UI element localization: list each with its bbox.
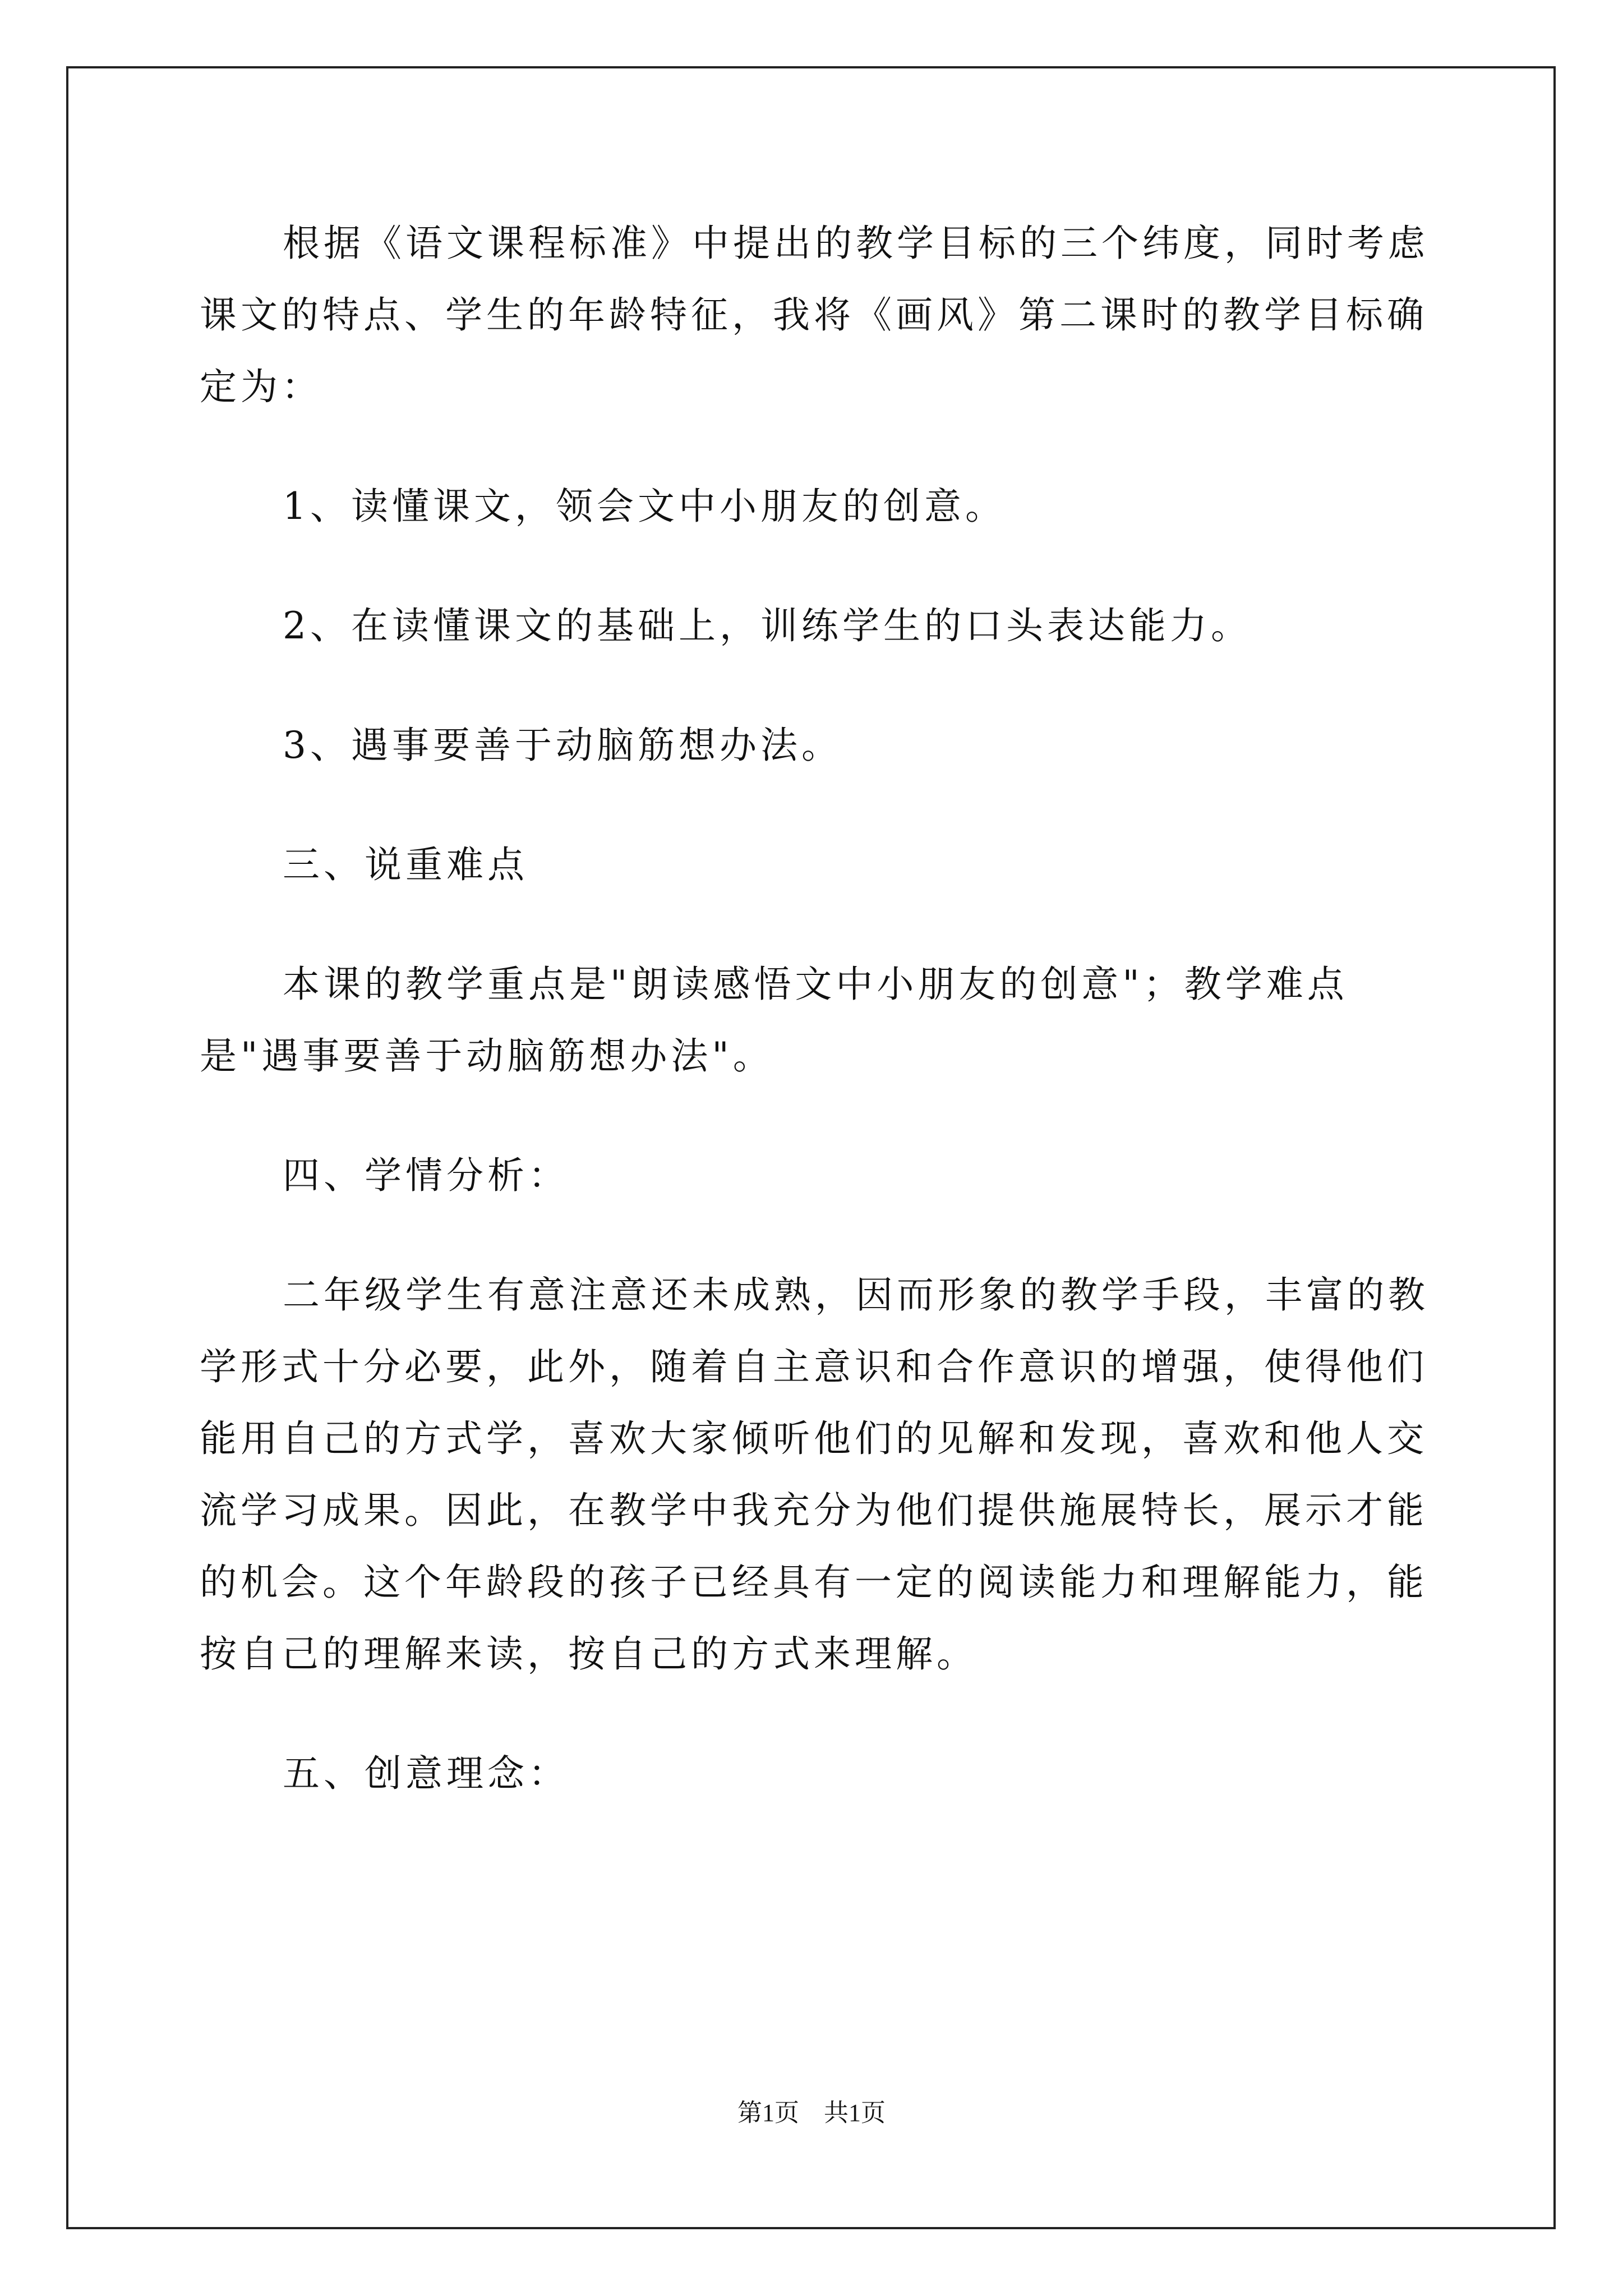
section-heading-student-analysis: 四、学情分析： <box>283 1154 569 1197</box>
paragraph-objective-1: 1、读懂课文，领会文中小朋友的创意。 <box>283 485 1006 528</box>
document-body <box>200 208 1429 1857</box>
section-heading-creative-concept: 五、创意理念： <box>283 1752 569 1795</box>
paragraph-key-points: 本课的教学重点是"朗读感悟文中小朋友的创意"；教学难点是"遇事要善于动脑筋想办法"。 <box>200 963 1348 1078</box>
page-number-footer: 第1页 共1页 <box>737 2099 886 2127</box>
paragraph-objective-3: 3、遇事要善于动脑筋想办法。 <box>283 724 842 767</box>
section-heading-key-points: 三、说重难点 <box>283 843 528 886</box>
paragraph-objectives-intro: 根据《语文课程标准》中提出的教学目标的三个纬度，同时考虑课文的特点、学生的年龄特征，我将《画风》第二课时的教学目标确定为： <box>200 222 1429 408</box>
paragraph-student-analysis: 二年级学生有意注意还未成熟，因而形象的教学手段，丰富的教学形式十分必要，此外，随着自主意识和合作意识的增强，使得他们能用自己的方式学，喜欢大家倾听他们的见解和发现，喜欢和他人交流学习成果。因此，在教学中我充分为他们提供施展特长，展示才能的机会。这个年龄段的孩子已经具有一定的阅读能力和理解能力，能按自己的理解来读，按自己的方式来理解。 <box>200 1273 1429 1676</box>
paragraph-objective-2: 2、在读懂课文的基础上，训练学生的口头表达能力。 <box>283 604 1252 647</box>
